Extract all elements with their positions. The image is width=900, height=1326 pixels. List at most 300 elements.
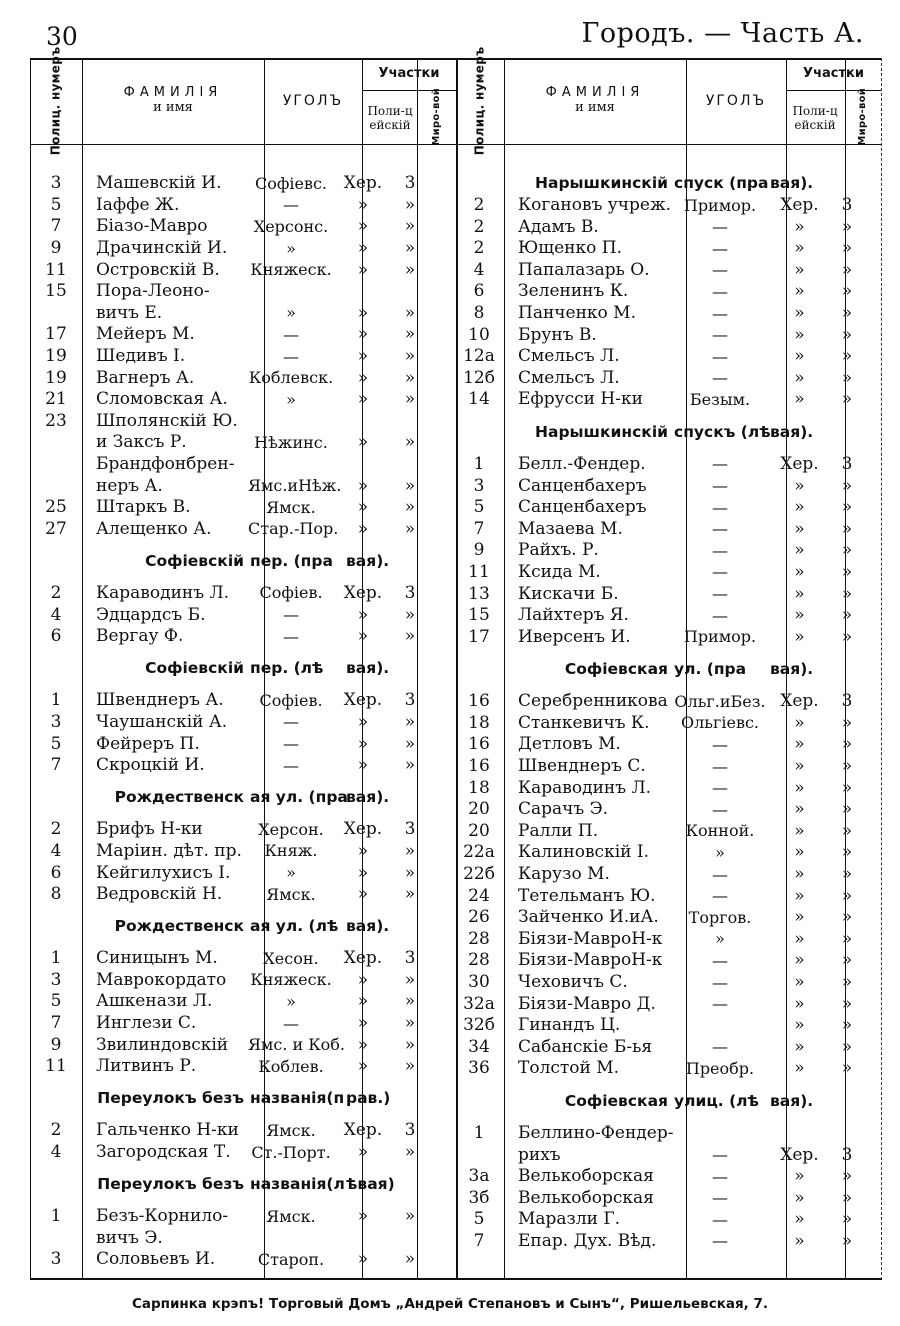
police-district: » xyxy=(794,626,805,647)
justice-district: » xyxy=(841,1058,853,1079)
resident-name: Штаркъ В. xyxy=(96,497,191,518)
table-row xyxy=(454,1014,880,1036)
corner-street: — xyxy=(712,1166,728,1186)
police-district: » xyxy=(794,1230,805,1251)
house-number: 1 xyxy=(50,690,62,711)
resident-name: Ефрусси Н-ки xyxy=(518,389,643,410)
house-number: 6 xyxy=(473,281,485,302)
header-i-imya-right-text: и имя xyxy=(575,100,615,115)
street-heading-name: Софіевская xyxy=(564,1091,668,1110)
house-number: 4 xyxy=(50,1142,62,1163)
table-row xyxy=(454,604,880,626)
police-district: » xyxy=(357,755,369,776)
corner-street: » xyxy=(715,842,725,862)
corner-street: — xyxy=(712,325,728,345)
house-number: 8 xyxy=(50,884,62,905)
house-number: 3 xyxy=(50,969,62,990)
justice-district: » xyxy=(404,346,416,367)
house-number: 5 xyxy=(50,194,62,215)
justice-district: » xyxy=(841,583,853,604)
resident-name: Вергау Ф. xyxy=(96,626,184,647)
table-row xyxy=(454,971,880,993)
police-district: » xyxy=(357,497,369,518)
street-heading-side: вая). xyxy=(770,422,814,441)
justice-district: 3 xyxy=(404,582,416,603)
street-heading-type: пер. (лѣ xyxy=(250,659,324,678)
resident-name: Епар. Дух. Вѣд. xyxy=(518,1230,657,1251)
table-row xyxy=(454,928,880,950)
row-spacer xyxy=(30,776,456,787)
justice-district: » xyxy=(841,842,853,863)
street-heading xyxy=(30,1173,456,1195)
corner-street: — xyxy=(712,950,728,970)
table-row xyxy=(454,1187,880,1209)
resident-name: и Закcъ Р. xyxy=(96,432,187,453)
corner-street: Софіев. xyxy=(259,583,323,603)
resident-name: Кискачи Б. xyxy=(518,583,619,604)
resident-name: Біазо-Мавро xyxy=(96,216,208,237)
resident-name: Безъ-Корнило- xyxy=(96,1206,229,1227)
justice-district: » xyxy=(841,972,853,993)
header-nomer-right xyxy=(456,46,504,156)
police-district: » xyxy=(794,1058,805,1079)
resident-name: Скроцкій И. xyxy=(96,755,205,776)
row-spacer xyxy=(30,679,456,690)
justice-district: 3 xyxy=(404,173,416,194)
justice-district: » xyxy=(841,950,853,971)
corner-street: — xyxy=(283,605,299,625)
table-row xyxy=(30,969,456,991)
justice-district: 3 xyxy=(841,691,853,712)
resident-name: Санценбахеръ xyxy=(518,497,647,518)
house-number: 9 xyxy=(50,1034,62,1055)
corner-street: Ямс.иНѣж. xyxy=(248,476,342,496)
resident-name: Смельсъ Л. xyxy=(518,346,620,367)
police-district: » xyxy=(794,1015,805,1036)
house-number: 7 xyxy=(50,1013,62,1034)
justice-district: » xyxy=(841,626,853,647)
justice-district: » xyxy=(841,734,853,755)
corner-street: — xyxy=(712,346,728,366)
table-row xyxy=(30,625,456,647)
house-number: 4 xyxy=(50,840,62,861)
row-spacer xyxy=(30,1077,456,1088)
resident-name: Тетельманъ Ю. xyxy=(518,885,656,906)
justice-district: » xyxy=(404,238,416,259)
table-row xyxy=(30,388,456,410)
street-heading-name: Софіевскій xyxy=(145,659,244,678)
justice-district: » xyxy=(404,259,416,280)
street-heading xyxy=(30,915,456,937)
resident-name: Ралли П. xyxy=(518,820,599,841)
police-district: » xyxy=(357,346,369,367)
row-spacer xyxy=(30,647,456,658)
police-district: » xyxy=(794,389,805,410)
resident-name: Сломовская А. xyxy=(96,389,228,410)
house-number: 17 xyxy=(45,324,67,345)
police-district: » xyxy=(794,540,805,561)
justice-district: » xyxy=(404,884,416,905)
table-row xyxy=(30,345,456,367)
resident-name: Ющенко П. xyxy=(518,238,622,259)
resident-name: Зайченко И.иА. xyxy=(518,907,659,928)
table-row xyxy=(30,302,456,324)
house-number: 3 xyxy=(50,173,62,194)
resident-name: Біязи-Мавро Д. xyxy=(518,993,656,1014)
house-number: 5 xyxy=(50,733,62,754)
police-district: » xyxy=(794,497,805,518)
resident-name: Велькоборская xyxy=(518,1166,654,1187)
justice-district: » xyxy=(404,518,416,539)
corner-street: » xyxy=(286,863,296,883)
table-row xyxy=(454,540,880,562)
house-number: 25 xyxy=(45,497,67,518)
street-heading-side: вая). xyxy=(770,174,814,193)
corner-street: — xyxy=(712,1145,728,1165)
police-district: » xyxy=(357,518,369,539)
resident-name: Инглези С. xyxy=(96,1013,197,1034)
row-spacer xyxy=(454,648,880,659)
corner-street: Староп. xyxy=(257,1249,325,1269)
street-heading-name: Софіевская xyxy=(564,660,668,679)
police-district: Хер. xyxy=(343,819,383,840)
table-row xyxy=(30,1249,456,1271)
house-number: 15 xyxy=(45,281,67,302)
right-column xyxy=(454,162,880,1252)
house-number: 14 xyxy=(468,389,490,410)
house-number: 10 xyxy=(468,324,490,345)
house-number: 7 xyxy=(473,1230,485,1251)
table-row xyxy=(454,237,880,259)
police-district: » xyxy=(794,475,805,496)
corner-street: Ст.-Порт. xyxy=(251,1142,331,1162)
justice-district: » xyxy=(404,475,416,496)
justice-district: » xyxy=(841,1166,853,1187)
resident-name: Загородская Т. xyxy=(96,1142,231,1163)
street-heading-side: ѣвая) xyxy=(346,1175,395,1194)
resident-name: Фейреръ П. xyxy=(96,733,200,754)
police-district: » xyxy=(357,626,369,647)
justice-district: » xyxy=(841,777,853,798)
street-heading-type: улиц. (лѣ xyxy=(674,1091,759,1110)
table-row xyxy=(454,842,880,864)
resident-name: Кейгилухисъ І. xyxy=(96,862,231,883)
house-number: 1 xyxy=(50,1206,62,1227)
street-heading-type: ул. (пра xyxy=(674,660,747,679)
header-familiya-right-text: ФАМИЛІЯ xyxy=(545,85,645,101)
justice-district: 3 xyxy=(404,819,416,840)
street-heading-type: ая ул. (лѣ xyxy=(250,917,339,936)
table-row xyxy=(30,475,456,497)
row-spacer xyxy=(30,1163,456,1174)
table-row xyxy=(454,820,880,842)
justice-district: » xyxy=(404,862,416,883)
house-number: 23 xyxy=(45,410,67,431)
page-number: 30 xyxy=(46,22,78,51)
corner-street: Примор. xyxy=(683,627,757,647)
resident-name: Ашкенази Л. xyxy=(96,991,213,1012)
police-district: » xyxy=(794,367,805,388)
header-familiya-right xyxy=(504,66,686,136)
directory-table xyxy=(30,46,882,1280)
corner-street: Стар.-Пор. xyxy=(248,519,339,539)
resident-name: Эдцардсъ Б. xyxy=(96,604,206,625)
house-number: 20 xyxy=(468,820,490,841)
table-row xyxy=(454,583,880,605)
corner-street: — xyxy=(283,324,299,344)
header-i-imya-text: и имя xyxy=(153,100,193,115)
justice-district: » xyxy=(841,561,853,582)
table-row xyxy=(454,755,880,777)
police-district: » xyxy=(357,1056,369,1077)
house-number: 7 xyxy=(50,755,62,776)
house-number: 22а xyxy=(463,842,495,863)
header-policeiskii-right xyxy=(788,94,842,142)
police-district: » xyxy=(357,1013,369,1034)
corner-street: Софіевс. xyxy=(254,173,328,193)
table-row xyxy=(454,950,880,972)
house-number: 1 xyxy=(473,1122,485,1143)
resident-name: Станкевичъ К. xyxy=(518,712,650,733)
justice-district: » xyxy=(841,1230,853,1251)
justice-district: » xyxy=(841,303,853,324)
corner-street: — xyxy=(712,476,728,496)
house-number: 2 xyxy=(50,582,62,603)
resident-name: Швенднеръ А. xyxy=(96,690,224,711)
house-number: 1 xyxy=(50,948,62,969)
house-number: 28 xyxy=(468,928,490,949)
corner-street: — xyxy=(712,864,728,884)
street-heading xyxy=(454,421,880,443)
corner-street: — xyxy=(712,519,728,539)
resident-name: Брунъ В. xyxy=(518,324,597,345)
resident-name: Санценбахеръ xyxy=(518,475,647,496)
justice-district: » xyxy=(404,389,416,410)
corner-street: Ямск. xyxy=(266,1206,316,1226)
resident-name: Папалазарь О. xyxy=(518,259,650,280)
house-number: 32а xyxy=(463,993,495,1014)
justice-district: 3 xyxy=(841,195,853,216)
police-district: » xyxy=(794,1209,805,1230)
table-row xyxy=(454,906,880,928)
justice-district: » xyxy=(841,712,853,733)
police-district: » xyxy=(794,1036,805,1057)
table-row xyxy=(30,259,456,281)
police-district: » xyxy=(357,1206,369,1227)
street-heading xyxy=(30,550,456,572)
resident-name: Звилиндовскій xyxy=(96,1034,229,1055)
resident-name: рихъ xyxy=(518,1144,561,1165)
resident-name: Марiин. дѣт. пр. xyxy=(96,840,242,861)
justice-district: » xyxy=(404,711,416,732)
resident-name: неръ А. xyxy=(96,475,163,496)
police-district: Хер. xyxy=(780,691,819,712)
police-district: Хер. xyxy=(780,195,819,216)
street-heading-side: вая). xyxy=(346,551,390,570)
header-uchastki-right-text: Участки xyxy=(803,65,864,81)
justice-district: 3 xyxy=(404,1120,416,1141)
row-spacer xyxy=(454,680,880,691)
resident-name: Панченко М. xyxy=(518,303,636,324)
house-number: 24 xyxy=(468,885,490,906)
table-row xyxy=(454,1058,880,1080)
house-number: 3 xyxy=(50,711,62,732)
justice-district: » xyxy=(404,194,416,215)
justice-district: » xyxy=(404,733,416,754)
justice-district: » xyxy=(841,216,853,237)
resident-name: Шедивъ І. xyxy=(96,346,186,367)
street-heading xyxy=(30,1088,456,1110)
police-district: » xyxy=(357,367,369,388)
corner-street: — xyxy=(712,1231,728,1251)
street-heading-type: спускъ (лѣ xyxy=(674,422,771,441)
justice-district: » xyxy=(404,302,416,323)
table-row xyxy=(30,280,456,302)
corner-street: — xyxy=(712,1037,728,1057)
street-heading-type: ая ул. (пра xyxy=(250,788,348,807)
street-heading-side: вая). xyxy=(770,660,814,679)
corner-street: » xyxy=(286,389,296,409)
police-district: » xyxy=(794,281,805,302)
justice-district: » xyxy=(404,969,416,990)
house-number: 7 xyxy=(50,216,62,237)
row-spacer xyxy=(454,410,880,421)
resident-name: Караводинъ Л. xyxy=(96,582,230,603)
house-number: 22б xyxy=(463,864,495,885)
corner-street: — xyxy=(712,1188,728,1208)
police-district: » xyxy=(794,756,805,777)
table-row xyxy=(454,259,880,281)
corner-street: — xyxy=(283,712,299,732)
corner-street: — xyxy=(712,281,728,301)
row-spacer xyxy=(30,572,456,583)
corner-street: » xyxy=(715,929,725,949)
street-heading-name: Нарышкинскій xyxy=(535,174,668,193)
police-district: » xyxy=(357,324,369,345)
table-row xyxy=(454,345,880,367)
header-mirovoi xyxy=(418,90,456,144)
justice-district: » xyxy=(841,907,853,928)
table-row xyxy=(454,863,880,885)
street-heading-type: названія(п xyxy=(250,1089,345,1108)
corner-street: — xyxy=(712,540,728,560)
police-district: Хер. xyxy=(343,690,383,711)
police-district: » xyxy=(794,561,805,582)
resident-name: Маразли Г. xyxy=(518,1209,621,1230)
street-heading xyxy=(454,173,880,195)
resident-name: Детловъ М. xyxy=(518,734,621,755)
resident-name: Сарачъ Э. xyxy=(518,799,609,820)
corner-street: — xyxy=(283,1013,299,1033)
corner-street: — xyxy=(283,195,299,215)
row-spacer xyxy=(454,443,880,454)
resident-name: Вагнеръ А. xyxy=(96,367,195,388)
street-heading-type: пер. (пра xyxy=(250,551,333,570)
house-number: 19 xyxy=(45,367,67,388)
justice-district: » xyxy=(404,432,416,453)
street-heading-type: названія(л xyxy=(250,1175,345,1194)
resident-name: Лайхтеръ Я. xyxy=(518,605,629,626)
police-district: » xyxy=(794,799,805,820)
corner-street: — xyxy=(712,605,728,625)
house-number: 4 xyxy=(473,259,485,280)
table-row xyxy=(30,883,456,905)
header-nomer-text: Полиц. нумеръ xyxy=(48,46,63,156)
table-row xyxy=(30,604,456,626)
justice-district: » xyxy=(841,1209,853,1230)
justice-district: » xyxy=(404,1249,416,1270)
table-row xyxy=(30,1141,456,1163)
resident-name: Синицынъ М. xyxy=(96,948,218,969)
resident-name: Чеховичъ С. xyxy=(518,972,628,993)
house-number: 5 xyxy=(50,991,62,1012)
table-row xyxy=(454,281,880,303)
house-number: 3 xyxy=(473,475,485,496)
police-district: » xyxy=(357,1142,369,1163)
table-bottom-rule xyxy=(30,1278,882,1280)
corner-street: Конной. xyxy=(685,821,755,841)
table-row xyxy=(454,1230,880,1252)
row-spacer xyxy=(30,162,456,173)
table-row xyxy=(30,1055,456,1077)
corner-street: — xyxy=(712,238,728,258)
resident-name: Ксида М. xyxy=(518,561,601,582)
row-spacer xyxy=(30,1195,456,1206)
house-number: 28 xyxy=(468,950,490,971)
row-spacer xyxy=(454,1079,880,1090)
table-row xyxy=(30,410,456,432)
house-number: 12а xyxy=(463,346,495,367)
police-district: » xyxy=(794,324,805,345)
table-row xyxy=(30,367,456,389)
left-column xyxy=(30,162,456,1270)
resident-name: Чаушанскій А. xyxy=(96,711,228,732)
corner-street: — xyxy=(712,260,728,280)
house-number: 6 xyxy=(50,626,62,647)
row-spacer xyxy=(454,162,880,173)
house-number: 2 xyxy=(473,195,485,216)
police-district: » xyxy=(794,346,805,367)
header-mirovoi-right-text: Миро-вой xyxy=(857,88,869,146)
police-district: » xyxy=(357,475,369,496)
police-district: Хер. xyxy=(343,948,383,969)
table-row xyxy=(454,777,880,799)
resident-name: Іаффе Ж. xyxy=(96,194,180,215)
justice-district: » xyxy=(404,755,416,776)
table-row xyxy=(454,734,880,756)
house-number: 2 xyxy=(473,238,485,259)
corner-street: Коблев. xyxy=(258,1056,324,1076)
street-heading xyxy=(454,1090,880,1112)
justice-district: » xyxy=(841,540,853,561)
table-row xyxy=(30,496,456,518)
justice-district: » xyxy=(841,864,853,885)
table-row xyxy=(30,840,456,862)
house-number: 21 xyxy=(45,389,67,410)
street-heading-name: Переулокъ безъ xyxy=(97,1175,244,1194)
police-district: » xyxy=(794,885,805,906)
police-district: » xyxy=(357,733,369,754)
table-row xyxy=(454,885,880,907)
row-spacer xyxy=(30,540,456,551)
table-row xyxy=(454,993,880,1015)
header-policeiskii xyxy=(364,94,416,142)
house-number: 11 xyxy=(468,561,490,582)
table-row xyxy=(30,711,456,733)
resident-name: Біязи-МавроН-к xyxy=(518,950,663,971)
house-number: 3 xyxy=(50,1249,62,1270)
table-row xyxy=(454,367,880,389)
